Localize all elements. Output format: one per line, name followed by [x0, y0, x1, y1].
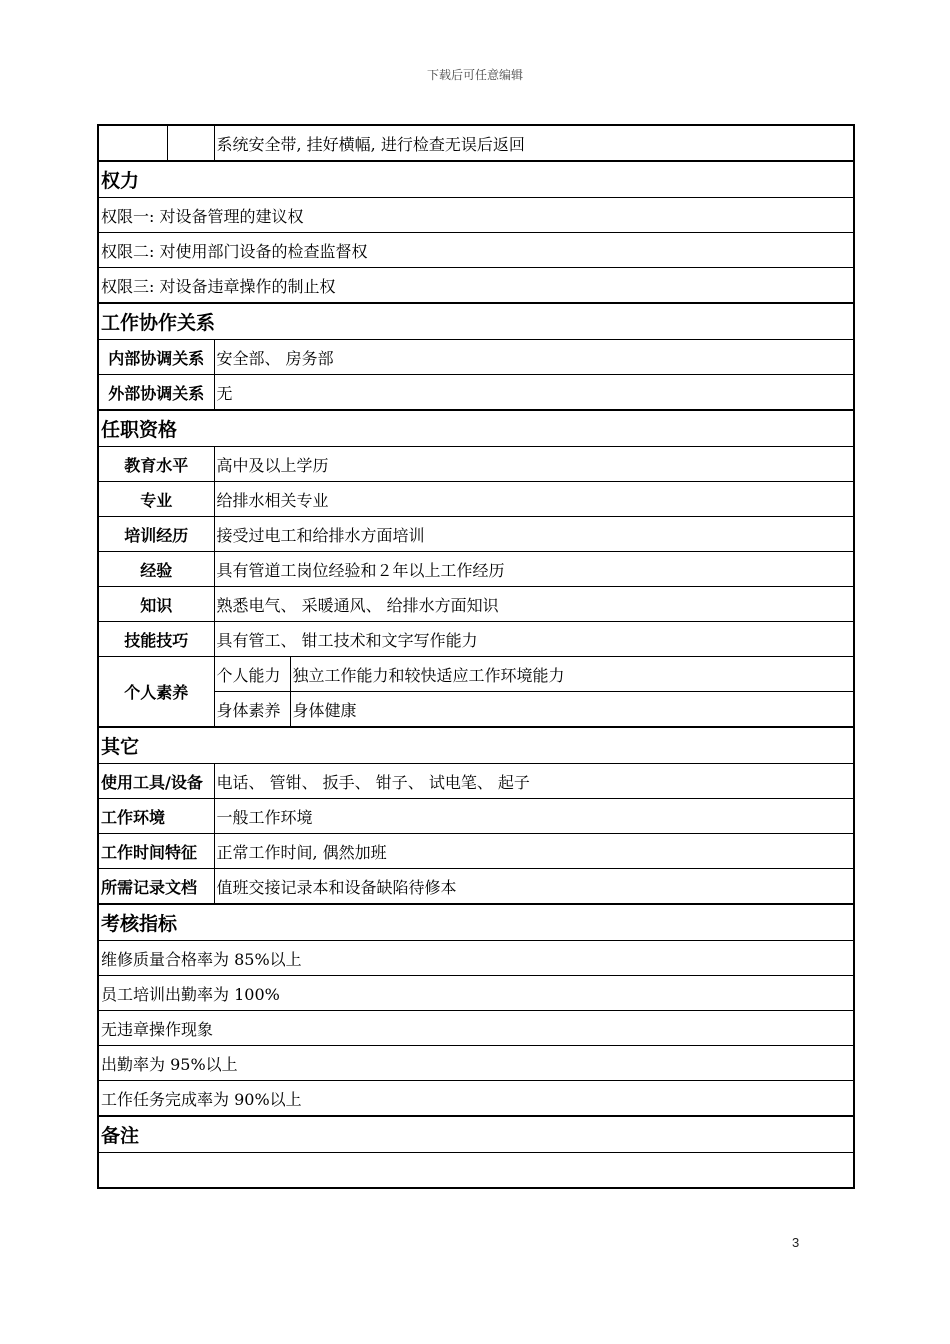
- qualification-value: 高中及以上学历: [214, 447, 854, 482]
- personal-sub-label: 身体素养: [214, 692, 290, 728]
- personal-sub-value: 独立工作能力和较快适应工作环境能力: [290, 657, 854, 692]
- other-row: [98, 799, 854, 834]
- section-title: 备注: [98, 1116, 854, 1153]
- qualification-label: 知识: [98, 587, 214, 622]
- continuation-text: 系统安全带, 挂好横幅, 进行检查无误后返回: [214, 125, 854, 161]
- other-value: 正常工作时间, 偶然加班: [214, 834, 854, 869]
- qualification-label: 培训经历: [98, 517, 214, 552]
- qualification-value: 给排水相关专业: [214, 482, 854, 517]
- internal-label: 内部协调关系: [98, 340, 214, 375]
- qualification-label: 专业: [98, 482, 214, 517]
- authority-item: 权限一: 对设备管理的建议权: [98, 198, 854, 233]
- section-kpi: [98, 904, 854, 941]
- other-row: [98, 764, 854, 799]
- qualification-row: [98, 482, 854, 517]
- section-title: 考核指标: [98, 904, 854, 941]
- kpi-item: 出勤率为 95%以上: [98, 1046, 854, 1081]
- kpi-item: 工作任务完成率为 90%以上: [98, 1081, 854, 1117]
- other-value: 电话、 管钳、 扳手、 钳子、 试电笔、 起子: [214, 764, 854, 799]
- qualification-row: [98, 447, 854, 482]
- remarks-blank-cell: [98, 1153, 854, 1189]
- other-row: [98, 869, 854, 905]
- qualification-row: [98, 517, 854, 552]
- qualification-label: 经验: [98, 552, 214, 587]
- relations-row: [98, 340, 854, 375]
- authority-row: [98, 198, 854, 233]
- relations-row: [98, 375, 854, 411]
- job-description-table: [97, 124, 855, 1189]
- kpi-row: [98, 1046, 854, 1081]
- top-continuation-row: [98, 125, 854, 161]
- kpi-row: [98, 1011, 854, 1046]
- section-title: 任职资格: [98, 410, 854, 447]
- personal-label: 个人素养: [98, 657, 214, 728]
- page-number: 3: [792, 1235, 800, 1250]
- other-label: 工作环境: [98, 799, 214, 834]
- other-label: 工作时间特征: [98, 834, 214, 869]
- section-qualifications: [98, 410, 854, 447]
- other-value: 一般工作环境: [214, 799, 854, 834]
- page-header: 下载后可任意编辑: [426, 68, 523, 82]
- personal-sub-value: 身体健康: [290, 692, 854, 728]
- qualification-row: [98, 622, 854, 657]
- section-title: 权力: [98, 161, 854, 198]
- qualification-value: 具有管工、 钳工技术和文字写作能力: [214, 622, 854, 657]
- section-remarks: [98, 1116, 854, 1153]
- qualification-value: 具有管道工岗位经验和２年以上工作经历: [214, 552, 854, 587]
- blank-cell: [167, 125, 214, 161]
- other-value: 值班交接记录本和设备缺陷待修本: [214, 869, 854, 905]
- personal-sub-label: 个人能力: [214, 657, 290, 692]
- authority-item: 权限三: 对设备违章操作的制止权: [98, 268, 854, 304]
- kpi-row: [98, 976, 854, 1011]
- qualification-label: 教育水平: [98, 447, 214, 482]
- authority-item: 权限二: 对使用部门设备的检查监督权: [98, 233, 854, 268]
- qualification-value: 熟悉电气、 采暖通风、 给排水方面知识: [214, 587, 854, 622]
- personal-row: [98, 657, 854, 692]
- authority-row: [98, 268, 854, 304]
- remarks-row: [98, 1153, 854, 1189]
- qualification-value: 接受过电工和给排水方面培训: [214, 517, 854, 552]
- other-row: [98, 834, 854, 869]
- authority-row: [98, 233, 854, 268]
- qualification-row: [98, 552, 854, 587]
- internal-value: 安全部、 房务部: [214, 340, 854, 375]
- kpi-item: 无违章操作现象: [98, 1011, 854, 1046]
- external-value: 无: [214, 375, 854, 411]
- section-authority: [98, 161, 854, 198]
- section-title: 其它: [98, 727, 854, 764]
- other-label: 所需记录文档: [98, 869, 214, 905]
- blank-cell: [98, 125, 167, 161]
- other-label: 使用工具/设备: [98, 764, 214, 799]
- section-other: [98, 727, 854, 764]
- section-title: 工作协作关系: [98, 303, 854, 340]
- kpi-item: 维修质量合格率为 85%以上: [98, 941, 854, 976]
- external-label: 外部协调关系: [98, 375, 214, 411]
- qualification-row: [98, 587, 854, 622]
- kpi-item: 员工培训出勤率为 100%: [98, 976, 854, 1011]
- kpi-row: [98, 941, 854, 976]
- qualification-label: 技能技巧: [98, 622, 214, 657]
- kpi-row: [98, 1081, 854, 1117]
- section-relations: [98, 303, 854, 340]
